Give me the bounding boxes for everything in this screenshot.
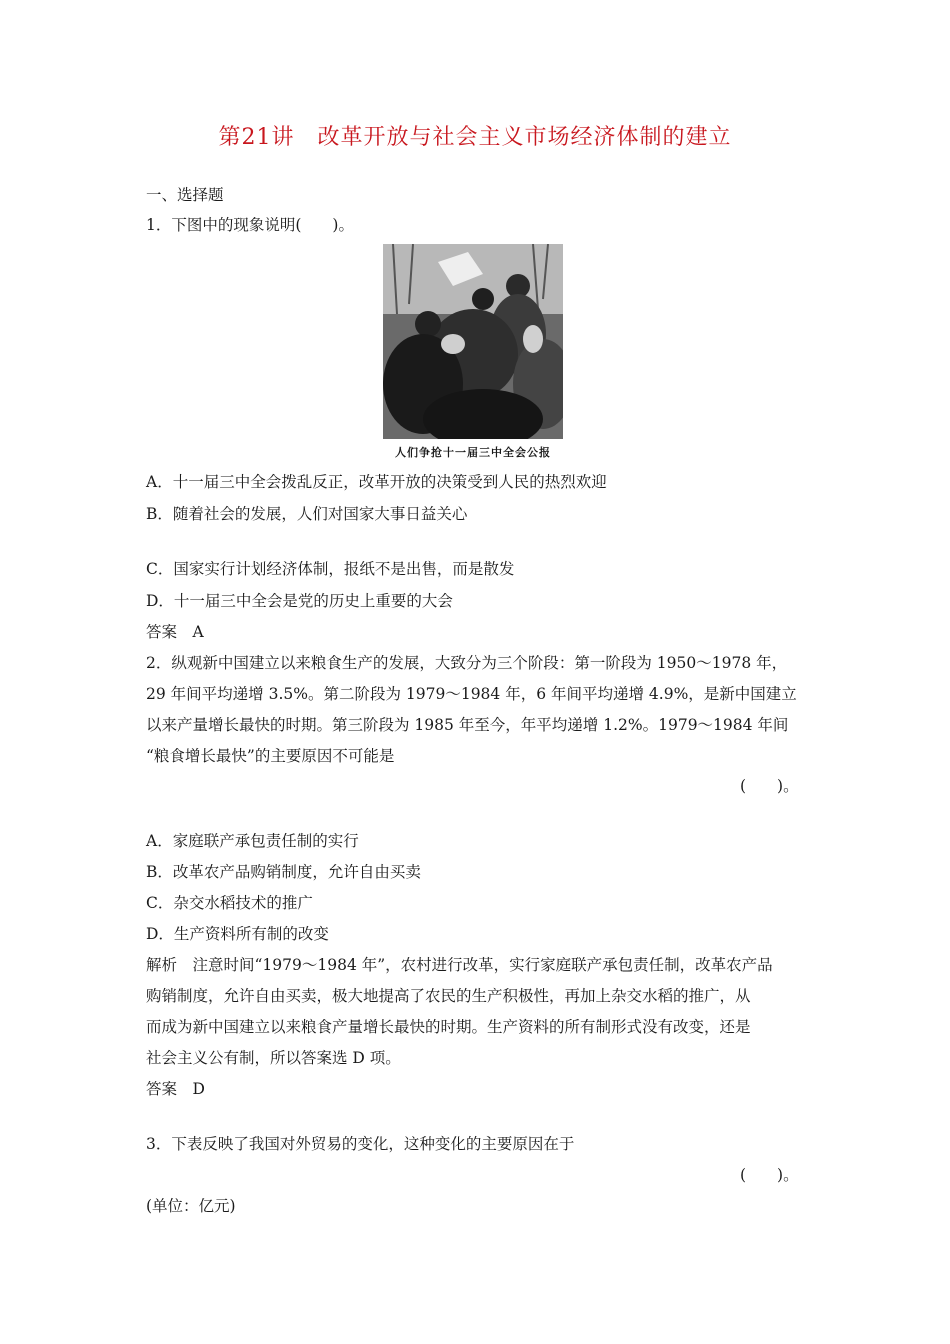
- section-heading: 一、选择题: [146, 186, 224, 204]
- question-1-stem: 1．下图中的现象说明( )。: [146, 216, 354, 234]
- question-1-answer: 答案 A: [146, 623, 204, 641]
- question-1-option-d: D．十一届三中全会是党的历史上重要的大会: [146, 592, 453, 610]
- question-3-unit: (单位：亿元): [146, 1197, 236, 1215]
- question-2-option-d: D．生产资料所有制的改变: [146, 925, 329, 943]
- question-1-option-c: C．国家实行计划经济体制，报纸不是出售，而是散发: [146, 560, 515, 578]
- question-2-stem-line-4: “粮食增长最快”的主要原因不可能是: [146, 747, 395, 765]
- question-2-analysis-line-4: 社会主义公有制，所以答案选 D 项。: [146, 1049, 401, 1067]
- question-2-stem-line-1: 2．纵观新中国建立以来粮食生产的发展，大致分为三个阶段：第一阶段为 1950～1978 年，: [146, 654, 788, 672]
- question-2-option-c: C．杂交水稻技术的推广: [146, 894, 313, 912]
- question-2-analysis-line-3: 而成为新中国建立以来粮食产量增长最快的时期。生产资料的所有制形式没有改变，还是: [146, 1018, 751, 1036]
- question-2-analysis-line-2: 购销制度，允许自由买卖，极大地提高了农民的生产积极性，再加上杂交水稻的推广，从: [146, 987, 751, 1005]
- question-1-option-b: B．随着社会的发展，人们对国家大事日益关心: [146, 505, 468, 523]
- photo-caption: 人们争抢十一届三中全会公报: [395, 446, 551, 459]
- question-1-photo: [383, 244, 563, 439]
- question-3-stem: 3．下表反映了我国对外贸易的变化，这种变化的主要原因在于: [146, 1135, 575, 1153]
- question-2-option-a: A．家庭联产承包责任制的实行: [146, 832, 359, 850]
- question-1-option-a: A．十一届三中全会拨乱反正，改革开放的决策受到人民的热烈欢迎: [146, 473, 607, 491]
- question-2-analysis-line-1: 解析 注意时间“1979～1984 年”，农村进行改革，实行家庭联产承包责任制，改革农产品: [146, 956, 773, 974]
- question-2-stem-line-3: 以来产量增长最快的时期。第三阶段为 1985 年至今，年平均递增 1.2%。1979～1984 年间: [146, 716, 789, 734]
- question-2-blank: ( )。: [740, 777, 799, 795]
- page-title: 第21讲 改革开放与社会主义市场经济体制的建立: [218, 125, 732, 150]
- question-2-stem-line-2: 29 年间平均递增 3.5%。第二阶段为 1979～1984 年，6 年间平均递增 4.9%，是新中国建立: [146, 685, 797, 703]
- question-3-blank: ( )。: [740, 1166, 799, 1184]
- question-2-option-b: B．改革农产品购销制度，允许自由买卖: [146, 863, 421, 881]
- question-2-answer: 答案 D: [146, 1080, 205, 1098]
